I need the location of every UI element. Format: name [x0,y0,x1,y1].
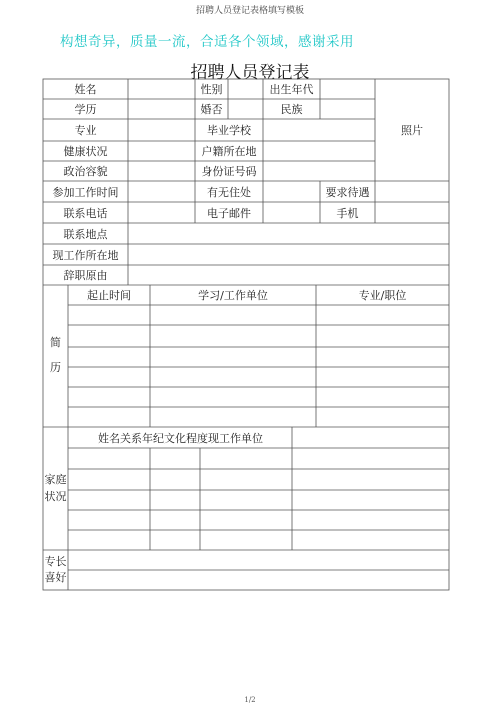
label-work-start: 参加工作时间 [52,185,119,199]
label-residence: 有无住处 [207,185,251,199]
label-major: 专业 [74,124,97,137]
label-family-line-2: 状况 [44,489,67,503]
label-resume [43,285,68,427]
label-education: 学历 [74,103,97,116]
label-gender: 性别 [200,83,223,96]
label-school: 毕业学校 [207,124,251,137]
label-skills-line-1: 专长 [44,554,67,568]
label-resume-char-1: 简 [50,336,61,350]
label-photo: 照片 [401,124,423,137]
label-resume-unit: 学习/工作单位 [198,289,268,302]
label-skills-line-2: 喜好 [44,570,67,584]
label-resume-period: 起止时间 [87,289,131,302]
page-number: 1/2 [244,696,256,704]
label-family-line-1: 家庭 [44,472,67,486]
label-id-number: 身份证号码 [201,165,257,178]
label-current-work-place: 现工作所在地 [52,248,119,262]
label-family [43,427,68,550]
label-name: 姓名 [74,83,97,96]
form-title: 招聘人员登记表 [190,63,310,83]
label-marital: 婚否 [200,103,223,116]
label-political: 政治容貌 [63,165,108,178]
label-mobile: 手机 [336,206,359,220]
label-address: 联系地点 [63,227,108,241]
label-salary: 要求待遇 [325,185,370,199]
document-header: 招聘人员登记表格填写模板 [195,6,304,16]
label-resign-reason: 辞职原由 [63,269,108,282]
label-phone: 联系电话 [63,206,108,220]
label-birth: 出生年代 [269,83,314,96]
label-email: 电子邮件 [207,206,251,220]
label-resume-position: 专业/职位 [358,289,407,302]
label-family-header: 姓名关系年纪文化程度现工作单位 [98,431,263,445]
label-health: 健康状况 [63,145,108,158]
label-skills [43,550,68,590]
slogan: 构想奇异，质量一流，合适各个领域，感谢采用 [60,34,354,50]
label-ethnicity: 民族 [280,103,303,116]
label-resume-char-2: 历 [50,361,61,374]
label-household: 户籍所在地 [201,145,257,158]
